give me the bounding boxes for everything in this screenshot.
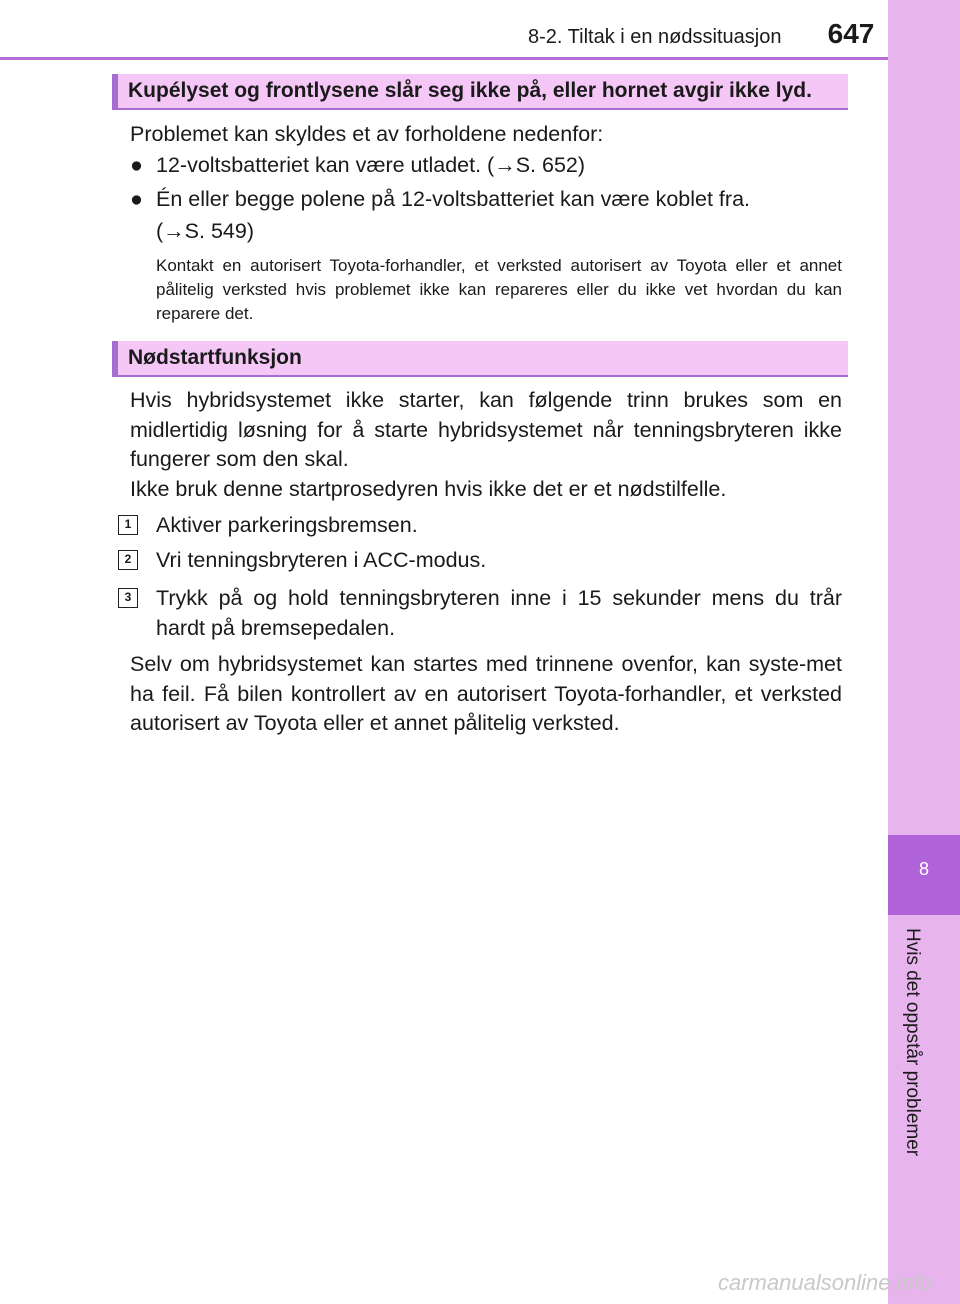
chapter-tab — [888, 835, 960, 915]
step-number-badge: 3 — [118, 588, 138, 608]
list-item — [130, 150, 585, 180]
bullet-icon: ● — [130, 187, 143, 211]
section-heading-lights — [112, 74, 848, 110]
list-item — [130, 184, 750, 214]
step-text: Vri tenningsbryteren i ACC-modus. — [156, 548, 487, 572]
section-heading-emergency-start — [112, 341, 848, 377]
watermark: carmanualsonline.info — [718, 1270, 933, 1295]
bullet-text: Én eller begge polene på 12-voltsbatteriet kan være koblet fra. — [156, 187, 751, 211]
page-number: 647 — [827, 18, 875, 49]
step-text: Trykk på og hold tenningsbryteren inne i 15 sekunder mens du trår hardt på bremsepedalen. — [156, 586, 842, 640]
section-heading-text: Nødstartfunksjon — [128, 346, 302, 369]
step-number-badge: 2 — [118, 550, 138, 570]
chapter-title: Hvis det oppstår problemer — [902, 928, 923, 1157]
header-divider — [0, 57, 888, 60]
bullet-continuation: (→S. 549) — [156, 219, 254, 243]
step-number-badge: 1 — [118, 515, 138, 535]
note-paragraph: Kontakt en autorisert Toyota-forhandler, et verksted autorisert av Toyota eller et annet pålitelig verksted hvis problemet ikke kan repareres eller du ikke vet hvordan du kan reparere det. — [156, 256, 842, 323]
intro-paragraph: Problemet kan skyldes et av forholdene nedenfor: — [130, 122, 604, 146]
closing-paragraph: Selv om hybridsystemet kan startes med trinnene ovenfor, kan syste-met ha feil. Få bilen kontrollert av en autorisert Toyota-forhandler, et verksted autorisert av Toyota eller et annet pålitelig verksted. — [130, 652, 842, 735]
section-header: 8-2. Tiltak i en nødssituasjon — [528, 26, 782, 48]
intro-paragraph: Hvis hybridsystemet ikke starter, kan følgende trinn brukes som en midlertidig løsning for å starte hybridsystemet når tenningsbryteren ikke fungerer som den skal. — [130, 388, 842, 471]
section-heading-text: Kupélyset og frontlysene slår seg ikke på, eller hornet avgir ikke lyd. — [128, 79, 812, 102]
step-text: Aktiver parkeringsbremsen. — [156, 513, 418, 537]
chapter-number: 8 — [918, 859, 929, 879]
warning-paragraph: Ikke bruk denne startprosedyren hvis ikke det er et nødstilfelle. — [130, 477, 727, 501]
bullet-icon: ● — [130, 153, 143, 177]
bullet-text: 12-voltsbatteriet kan være utladet. (→S. 652) — [156, 153, 586, 177]
